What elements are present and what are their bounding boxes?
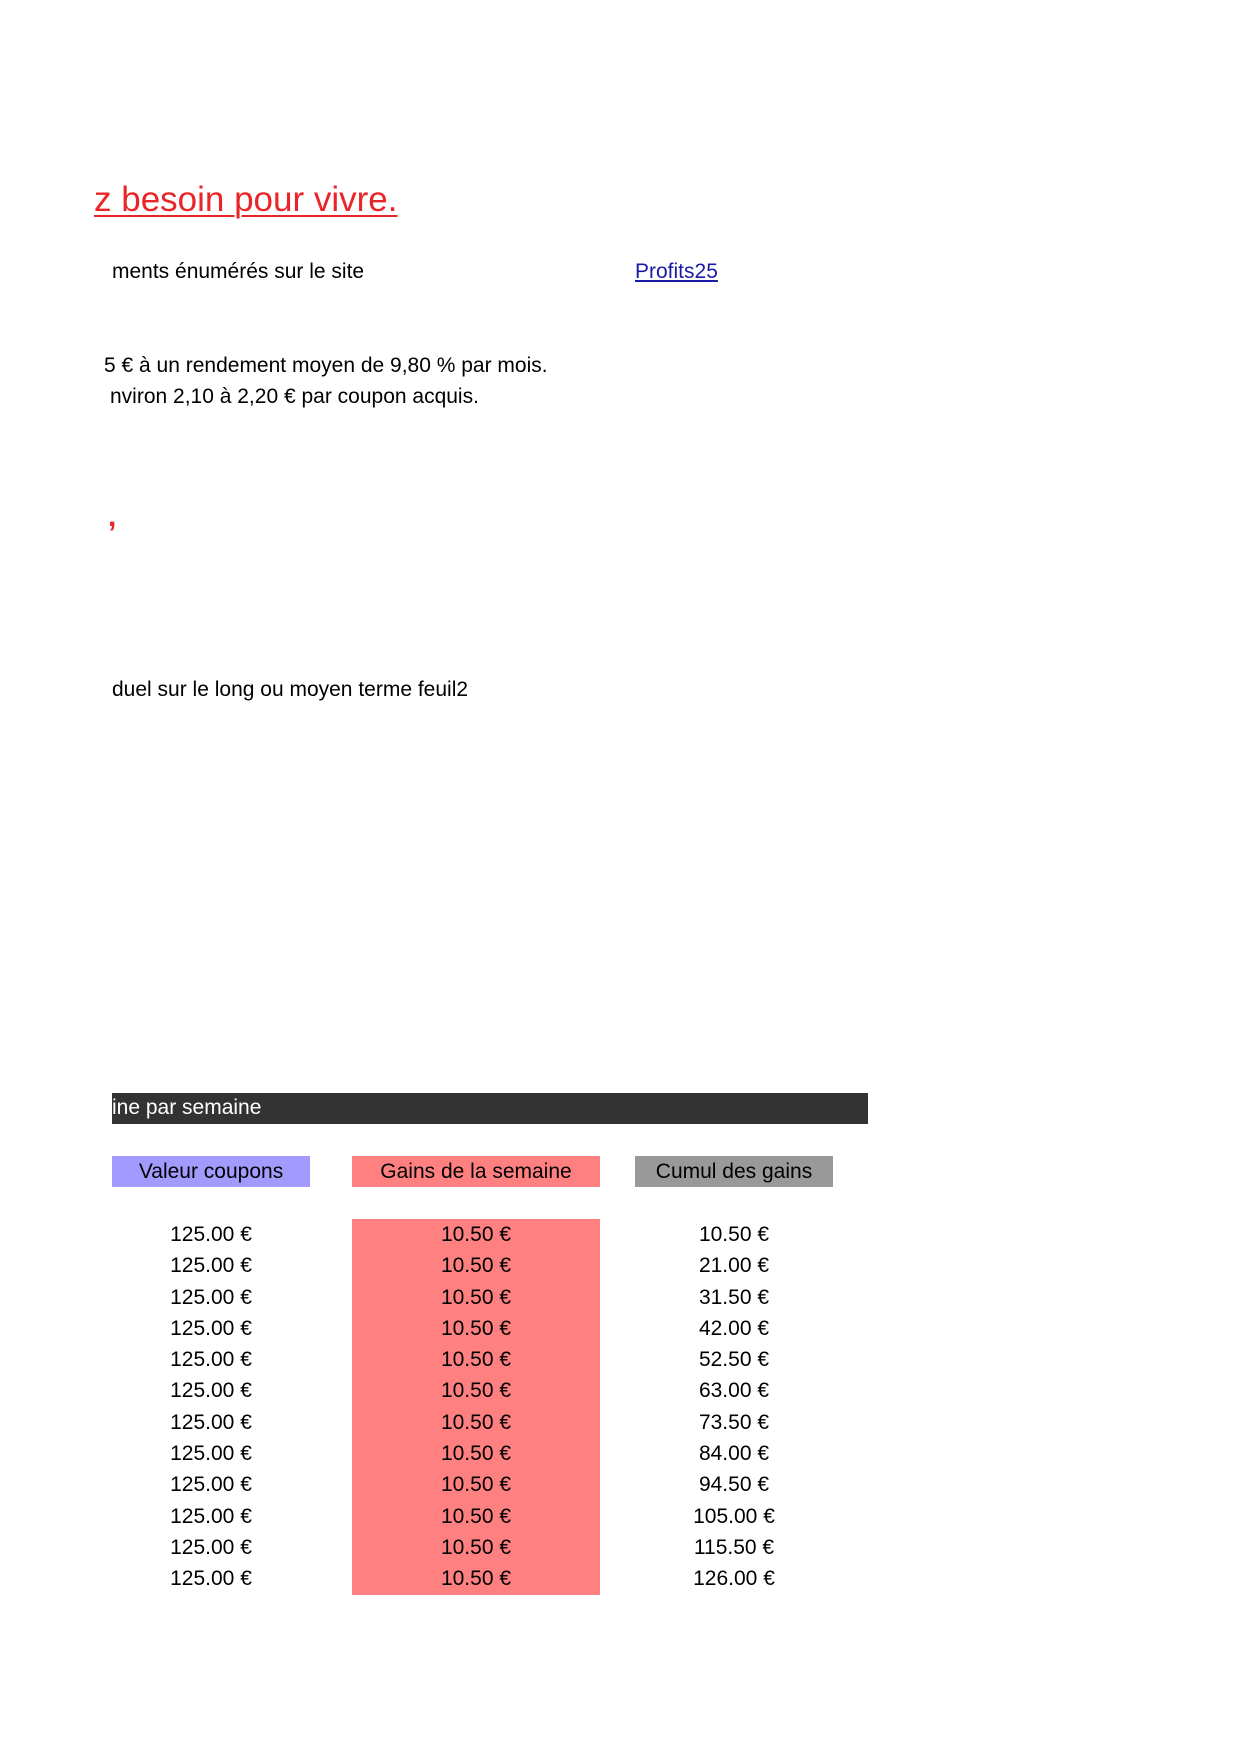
feuil-line: duel sur le long ou moyen terme feuil2 <box>112 678 469 701</box>
table-row <box>112 1219 872 1250</box>
table-body <box>112 1219 872 1595</box>
cell-coupon: 125.00 € <box>170 1504 252 1528</box>
cell-gain: 10.50 € <box>440 1316 512 1340</box>
header-gains-semaine: Gains de la semaine <box>352 1156 600 1187</box>
table-row <box>112 1501 872 1532</box>
spreadsheet-page <box>94 0 1241 1754</box>
table-row <box>112 1407 872 1438</box>
table-row <box>112 1438 872 1469</box>
cell-gain: 10.50 € <box>440 1223 512 1246</box>
cell-coupon: 125.00 € <box>170 1285 252 1309</box>
cell-coupon: 125.00 € <box>170 1348 252 1372</box>
cell-gain: 10.50 € <box>440 1348 512 1372</box>
cell-gain: 10.50 € <box>440 1442 512 1466</box>
header-valeur-coupons: Valeur coupons <box>112 1156 310 1187</box>
table-row <box>112 1282 872 1313</box>
red-mark: , <box>108 500 117 533</box>
table-banner-text: ine par semaine <box>112 1096 262 1119</box>
cell-coupon: 125.00 € <box>170 1535 252 1559</box>
cell-coupon: 125.00 € <box>170 1473 252 1497</box>
header-cumul-gains: Cumul des gains <box>635 1156 833 1187</box>
table-row <box>112 1532 872 1563</box>
cell-coupon: 125.00 € <box>170 1254 252 1278</box>
cell-cumul: 73.50 € <box>698 1410 770 1434</box>
cell-cumul: 105.00 € <box>693 1504 775 1528</box>
environ-line: nviron 2,10 à 2,20 € par coupon acquis. <box>110 385 479 408</box>
rendement-line: 5 € à un rendement moyen de 9,80 % par mois. <box>104 354 548 377</box>
cell-cumul: 84.00 € <box>698 1442 770 1466</box>
cell-gain: 10.50 € <box>440 1473 512 1497</box>
table-row <box>112 1250 872 1281</box>
table-row <box>112 1313 872 1344</box>
profits25-link[interactable]: Profits25 <box>635 260 718 283</box>
cell-coupon: 125.00 € <box>170 1223 252 1246</box>
site-line: ments énumérés sur le site <box>112 260 365 283</box>
cell-cumul: 115.50 € <box>693 1535 775 1559</box>
cell-coupon: 125.00 € <box>170 1410 252 1434</box>
table-row <box>112 1375 872 1406</box>
cell-cumul: 63.00 € <box>698 1379 770 1403</box>
cell-coupon: 125.00 € <box>170 1442 252 1466</box>
cell-coupon: 125.00 € <box>170 1567 252 1591</box>
headline: z besoin pour vivre. <box>94 180 398 219</box>
cell-cumul: 10.50 € <box>698 1223 770 1246</box>
cell-cumul: 52.50 € <box>698 1348 770 1372</box>
cell-gain: 10.50 € <box>440 1379 512 1403</box>
cell-gain: 10.50 € <box>440 1285 512 1309</box>
table-row <box>112 1469 872 1500</box>
cell-cumul: 126.00 € <box>693 1567 775 1591</box>
cell-gain: 10.50 € <box>440 1567 512 1591</box>
cell-gain: 10.50 € <box>440 1535 512 1559</box>
cell-coupon: 125.00 € <box>170 1316 252 1340</box>
cell-gain: 10.50 € <box>440 1504 512 1528</box>
cell-gain: 10.50 € <box>440 1410 512 1434</box>
cell-cumul: 21.00 € <box>698 1254 770 1278</box>
cell-cumul: 42.00 € <box>698 1316 770 1340</box>
table-banner <box>112 1093 868 1124</box>
table-row <box>112 1563 872 1594</box>
table-row <box>112 1344 872 1375</box>
cell-cumul: 31.50 € <box>698 1285 770 1309</box>
cell-gain: 10.50 € <box>440 1254 512 1278</box>
cell-coupon: 125.00 € <box>170 1379 252 1403</box>
cell-cumul: 94.50 € <box>698 1473 770 1497</box>
